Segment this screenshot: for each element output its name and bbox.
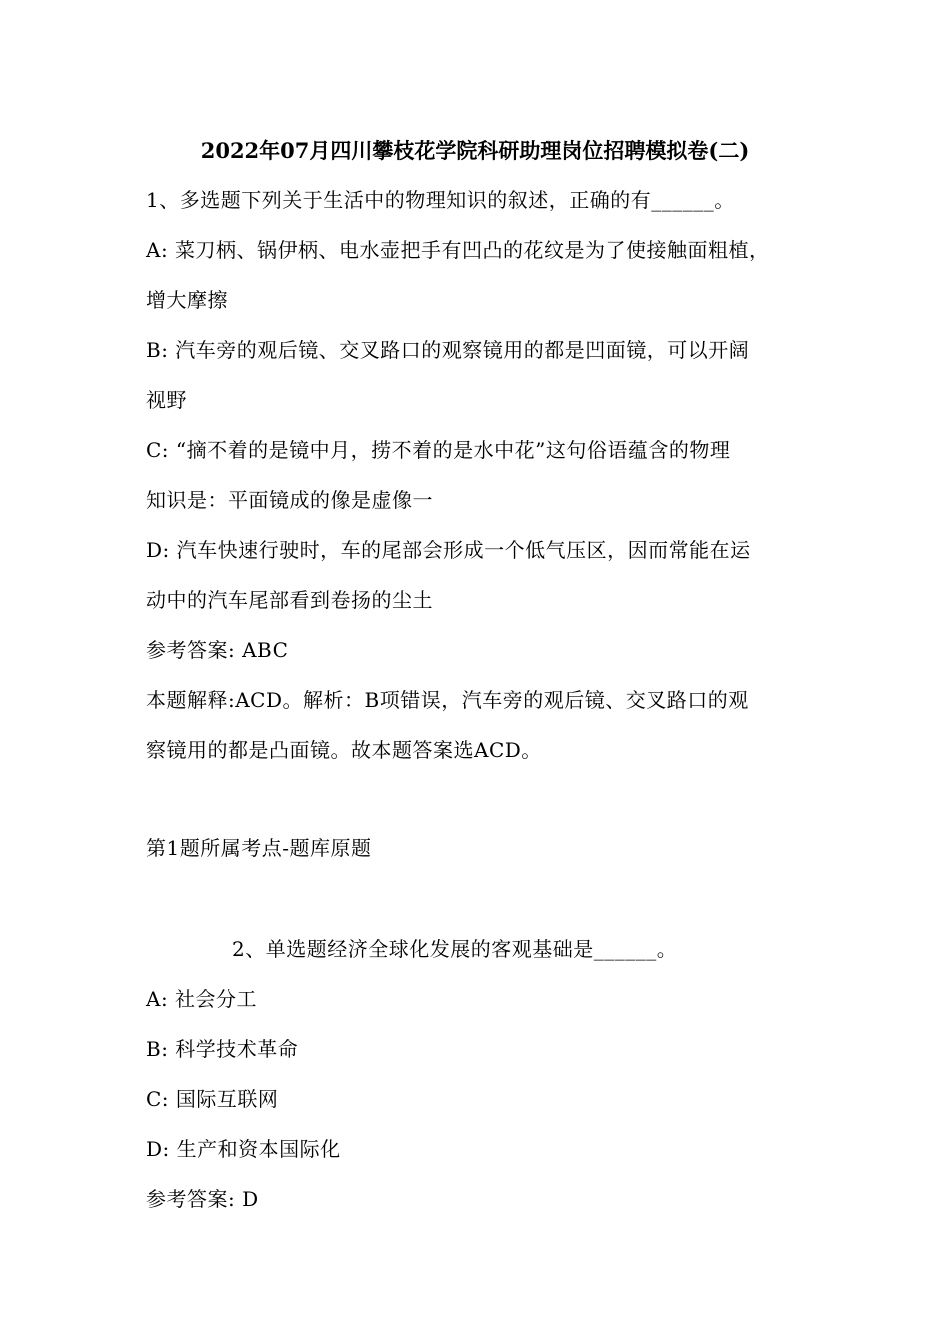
question-1-source: 第1题所属考点-题库原题 <box>146 836 372 860</box>
question-1-option-d-line-1: D: 汽车快速行驶时，车的尾部会形成一个低气压区，因而常能在运 <box>146 538 751 562</box>
question-1-option-d-line-2: 动中的汽车尾部看到卷扬的尘土 <box>146 588 433 612</box>
question-2-option-b: B: 科学技术革命 <box>146 1037 299 1061</box>
question-1-option-b-line-2: 视野 <box>146 388 187 412</box>
question-2-stem: 2、单选题经济全球化发展的客观基础是______。 <box>232 937 678 961</box>
question-1-option-b-line-1: B: 汽车旁的观后镜、交叉路口的观察镜用的都是凹面镜，可以开阔 <box>146 338 750 362</box>
question-2-option-c: C: 国际互联网 <box>146 1087 279 1111</box>
document-title: 2022年07月四川攀枝花学院科研助理岗位招聘模拟卷(二) <box>200 138 750 163</box>
question-2-option-d: D: 生产和资本国际化 <box>146 1137 341 1161</box>
question-2-option-a: A: 社会分工 <box>146 987 258 1011</box>
question-1-option-a-line-2: 增大摩擦 <box>146 288 228 312</box>
question-1-option-c-line-1: C: “摘不着的是镜中月，捞不着的是水中花”这句俗语蕴含的物理 <box>146 438 731 462</box>
question-1-option-a-line-1: A: 菜刀柄、锅伊柄、电水壶把手有凹凸的花纹是为了使接触面粗植， <box>146 238 770 262</box>
question-1-explanation-line-2: 察镜用的都是凸面镜。故本题答案选ACD。 <box>146 738 542 762</box>
question-1-answer: 参考答案: ABC <box>146 638 289 662</box>
question-1-option-c-line-2: 知识是：平面镜成的像是虚像一 <box>146 488 433 512</box>
question-2-answer: 参考答案: D <box>146 1187 259 1211</box>
question-1-stem: 1、多选题下列关于生活中的物理知识的叙述，正确的有______。 <box>146 188 735 212</box>
question-1-explanation-line-1: 本题解释:ACD。解析：B项错误，汽车旁的观后镜、交叉路口的观 <box>146 688 749 712</box>
